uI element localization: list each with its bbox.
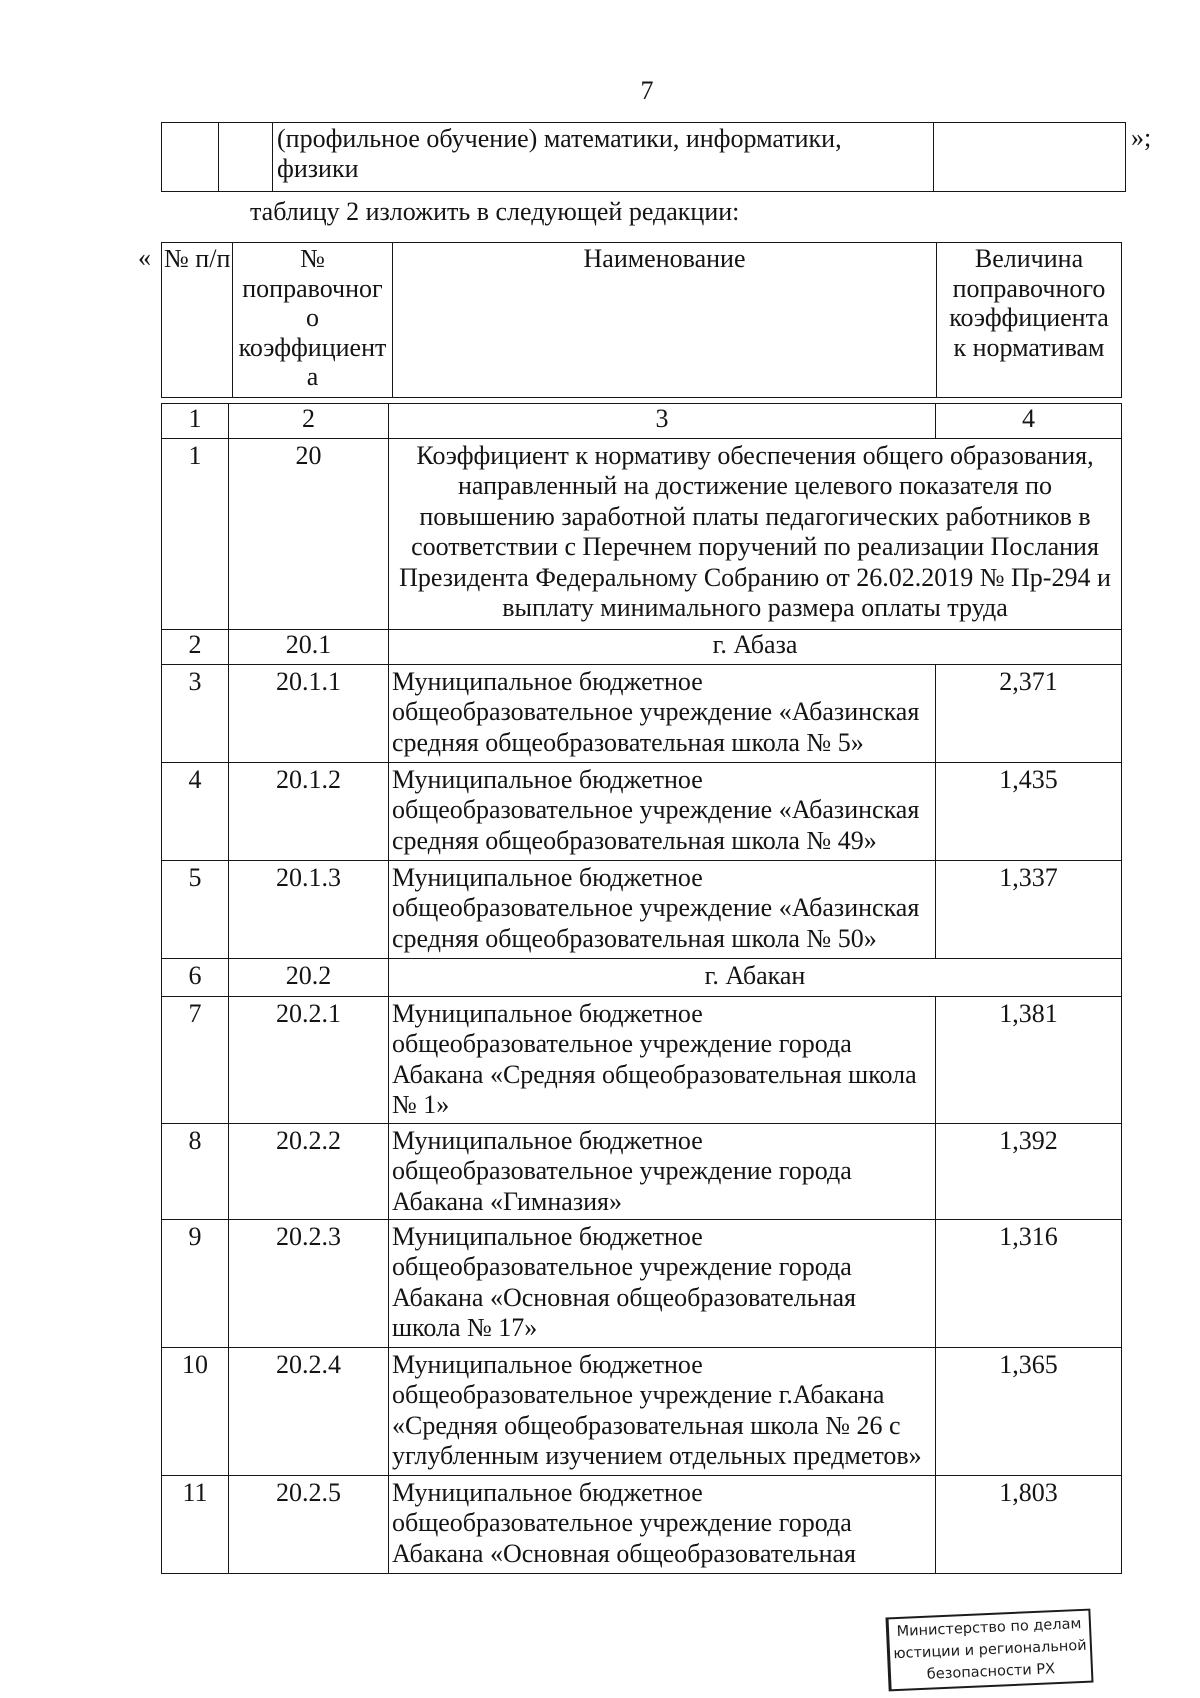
coefficient-code-cell: 20.2.3 [229, 1220, 389, 1348]
table-row [162, 1220, 1122, 1348]
institution-name-cell [389, 1124, 936, 1220]
closing-quote-mark: »; [1131, 123, 1152, 152]
row-number-cell: 10 [162, 1348, 229, 1476]
opening-quote-mark: « [138, 243, 151, 272]
coefficient-code-cell: 20.1 [229, 630, 389, 665]
table-row [162, 1348, 1122, 1476]
description-line: выплату минимального размера оплаты труда [502, 593, 1008, 623]
name-line: Муниципальное бюджетное [392, 667, 703, 696]
header-number: № п/п [162, 243, 233, 398]
coefficient-value-cell: 1,316 [936, 1220, 1122, 1348]
section-title-cell: г. Абаза [389, 630, 1122, 665]
header-line: № [300, 244, 325, 273]
name-line: общеобразовательное учреждение г.Абакана [392, 1380, 885, 1410]
header-line: к нормативам [953, 332, 1105, 362]
name-line: школа № 17» [392, 1313, 538, 1343]
table-row [162, 959, 1122, 997]
name-line: Муниципальное бюджетное [392, 863, 703, 892]
header-line: Величина [974, 244, 1084, 273]
instruction-text: таблицу 2 изложить в следующей редакции: [250, 197, 740, 226]
coefficient-code-cell: 20.1.1 [229, 665, 389, 763]
name-line: Муниципальное бюджетное [392, 1126, 703, 1155]
row-number-cell: 5 [162, 861, 229, 959]
header-row [162, 243, 1122, 398]
row-number-cell: 9 [162, 1220, 229, 1348]
column-number: 4 [936, 404, 1122, 439]
institution-name-cell [389, 763, 936, 861]
name-line: «Средняя общеобразовательная школа № 26 с [392, 1410, 901, 1440]
empty-cell [219, 123, 273, 192]
name-line: общеобразовательное учреждение города [392, 1156, 852, 1186]
row-number-cell: 2 [162, 630, 229, 665]
name-line: Абакана «Основная общеобразовательная [392, 1538, 857, 1568]
stamp-line: Министерство по делам [896, 1615, 1082, 1641]
stamp-line: безопасности РХ [926, 1661, 1056, 1683]
column-number-row [162, 404, 1122, 439]
coefficient-value-cell: 1,337 [936, 861, 1122, 959]
institution-name-cell [389, 1220, 936, 1348]
header-line: а [306, 362, 319, 392]
column-number: 2 [229, 404, 389, 439]
name-line: Абакана «Основная общеобразовательная [392, 1282, 857, 1312]
name-line: Абакана «Гимназия» [392, 1186, 622, 1216]
header-line: коэффициент [238, 332, 387, 362]
text-line: физики [277, 154, 359, 184]
coefficient-code-cell: 20.2.4 [229, 1348, 389, 1476]
description-line: Президента Федеральному Собранию от 26.02.2019 № Пр-294 и [399, 562, 1111, 592]
institution-name-cell [389, 1348, 936, 1476]
name-line: общеобразовательное учреждение «Абазинская [392, 697, 920, 727]
coefficient-value-cell: 1,392 [936, 1124, 1122, 1220]
coefficient-value-cell: 1,435 [936, 763, 1122, 861]
name-line: Муниципальное бюджетное [392, 1222, 703, 1251]
header-line: о [306, 303, 319, 333]
description-line: соответствии с Перечнем поручений по реализации Послания [411, 532, 1099, 562]
row-number-cell: 7 [162, 997, 229, 1124]
row-number-cell: 11 [162, 1476, 229, 1574]
name-line: Муниципальное бюджетное [392, 999, 703, 1028]
header-line: поправочног [242, 273, 383, 303]
name-line: средняя общеобразовательная школа № 49» [392, 825, 877, 855]
row-number-cell: 3 [162, 665, 229, 763]
table-header [161, 242, 1122, 398]
section-title-cell: г. Абакан [389, 959, 1122, 997]
row-number-cell: 6 [162, 959, 229, 997]
header-name: Наименование [393, 243, 937, 398]
description-line: повышению заработной платы педагогических работников в [419, 501, 1091, 531]
coefficient-value-cell: 2,371 [936, 665, 1122, 763]
coefficient-code-cell: 20.2 [229, 959, 389, 997]
header-code [233, 243, 393, 398]
table-row [162, 1476, 1122, 1574]
table-row [162, 1124, 1122, 1220]
name-line: Муниципальное бюджетное [392, 765, 703, 794]
name-line: общеобразовательное учреждение «Абазинская [392, 795, 920, 825]
stamp-line: юстиции и региональной [893, 1637, 1087, 1663]
name-line: средняя общеобразовательная школа № 50» [392, 923, 877, 953]
row-number-cell: 1 [162, 439, 229, 630]
coefficient-code-cell: 20.1.3 [229, 861, 389, 959]
name-line: общеобразовательное учреждение города [392, 1029, 852, 1059]
name-line: общеобразовательное учреждение города [392, 1508, 852, 1538]
name-line: Муниципальное бюджетное [392, 1350, 703, 1379]
previous-table-fragment [161, 122, 1126, 192]
coefficient-value-cell: 1,365 [936, 1348, 1122, 1476]
name-line: общеобразовательное учреждение города [392, 1252, 852, 1282]
empty-cell [934, 123, 1126, 192]
coefficient-code-cell: 20.2.5 [229, 1476, 389, 1574]
name-line: Муниципальное бюджетное [392, 1478, 703, 1507]
description-line: направленный на достижение целевого показателя по [457, 471, 1053, 501]
name-line: общеобразовательное учреждение «Абазинская [392, 893, 920, 923]
table-row [162, 665, 1122, 763]
column-number: 1 [162, 404, 229, 439]
table-row [162, 763, 1122, 861]
institution-name-cell [389, 861, 936, 959]
row-number-cell: 8 [162, 1124, 229, 1220]
coefficient-value-cell: 1,381 [936, 997, 1122, 1124]
institution-name-cell [389, 665, 936, 763]
institution-name-cell [389, 1476, 936, 1574]
row-number-cell: 4 [162, 763, 229, 861]
name-line: средняя общеобразовательная школа № 5» [392, 727, 864, 757]
subject-cell [273, 123, 934, 192]
table-row [162, 861, 1122, 959]
page-number: 7 [640, 76, 654, 105]
empty-cell [162, 123, 219, 192]
name-line: углубленным изучением отдельных предметов» [392, 1441, 922, 1471]
institution-name-cell [389, 997, 936, 1124]
header-line: поправочного [952, 273, 1106, 303]
table-row [162, 997, 1122, 1124]
coefficient-description-cell [389, 439, 1122, 630]
coefficients-table [161, 403, 1122, 1574]
text-line: (профильное обучение) математики, информатики, [277, 124, 842, 153]
header-value [937, 243, 1122, 398]
table-row [162, 630, 1122, 665]
coefficient-code-cell: 20 [229, 439, 389, 630]
coefficient-code-cell: 20.1.2 [229, 763, 389, 861]
coefficient-code-cell: 20.2.1 [229, 997, 389, 1124]
name-line: № 1» [392, 1090, 450, 1120]
description-line: Коэффициент к нормативу обеспечения общего образования, [416, 441, 1094, 470]
header-line: коэффициента [949, 303, 1109, 333]
coefficient-code-cell: 20.2.2 [229, 1124, 389, 1220]
table-row [162, 439, 1122, 630]
coefficient-value-cell: 1,803 [936, 1476, 1122, 1574]
table-row [162, 123, 1126, 192]
name-line: Абакана «Средняя общеобразовательная школа [392, 1059, 917, 1089]
column-number: 3 [389, 404, 936, 439]
registration-stamp [885, 1609, 1093, 1692]
